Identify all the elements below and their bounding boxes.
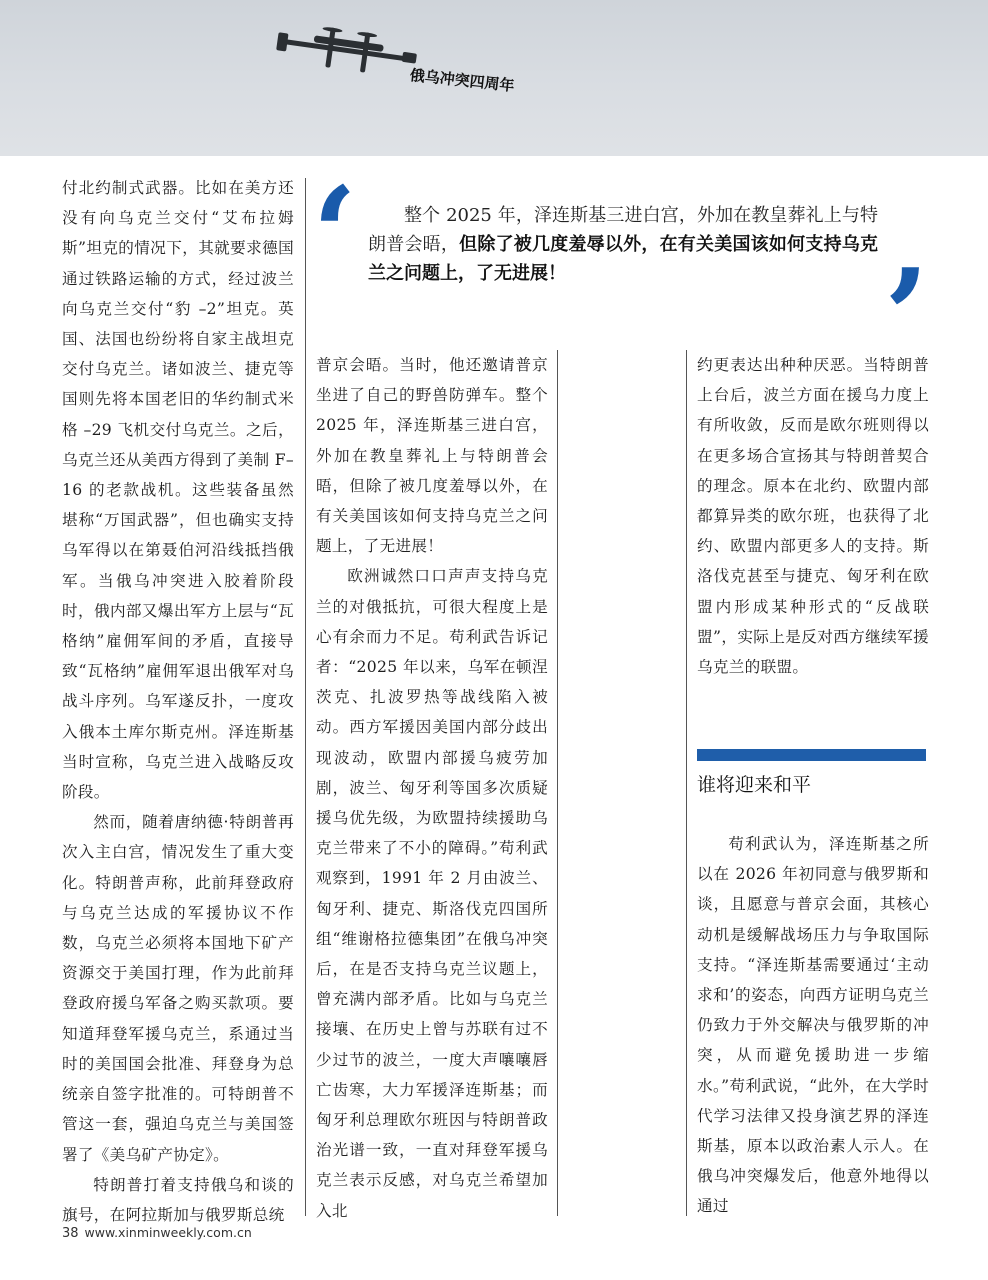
pull-quote xyxy=(368,201,878,288)
paragraph: 特朗普打着支持俄乌和谈的旗号，在阿拉斯加与俄罗斯总统 xyxy=(62,1175,294,1224)
column-3-bottom xyxy=(697,829,929,1222)
paragraph: 苟利武认为，泽连斯基之所以在 2026 年初同意与俄罗斯和谈，且愿意与普京会面，其核心动机是缓解战场压力与争取国际支持。“泽连斯基需要通过‘主动求和’的姿态，向西方证明乌克兰仍致力于外交解决与俄罗斯的冲突，从而避免援助进一步缩水。”苟利武说，“此外，在大学时代学习法律又投身演艺界的泽连斯基，原本以政治素人示人。在俄乌冲突爆发后，他意外地得以通过 xyxy=(697,835,929,1216)
subheading: 谁将迎来和平 xyxy=(697,774,812,796)
column-divider xyxy=(557,350,558,1216)
paragraph: 然而，随着唐纳德·特朗普再次入主白宫，情况发生了重大变化。特朗普声称，此前拜登政府与乌克兰达成的军援协议不作数，乌克兰必须将本国地下矿产资源交于美国打理，作为此前拜登政府援乌军备之购买款项。要知道拜登军援乌克兰，系通过当时的美国国会批准、拜登身为总统亲自签字批准的。可特朗普不管这一套，强迫乌克兰与美国签署了《美乌矿产协定》。 xyxy=(62,813,294,1164)
section-title: 俄乌冲突四周年 xyxy=(409,66,516,95)
pull-quote-normal: 整个 2025 年，泽连斯基三进白宫，外加在教皇葬礼上与特朗普会晤， xyxy=(368,205,878,255)
column-1 xyxy=(62,173,294,1230)
column-2 xyxy=(316,350,548,1226)
paragraph: 付北约制式武器。比如在美方还没有向乌克兰交付“艾布拉姆斯”坦克的情况下，其就要求德国通过铁路运输的方式，经过波兰向乌克兰交付“豹 –2”坦克。英国、法国也纷纷将自家主战坦克交付乌克兰。诸如波兰、捷克等国则先将本国老旧的华约制式米格 –29 飞机交付乌克兰。之后，乌克兰还从美西方得到了美制 F–16 的老款战机。这些装备虽然堪称“万国武器”，但也确实支持乌军得以在第聂伯河沿线抵挡俄军。当俄乌冲突进入胶着阶段时，俄内部又爆出军方上层与“瓦格纳”雇佣军间的矛盾，直接导致“瓦格纳”雇佣军退出俄军对乌战斗序列。乌军遂反扑，一度攻入俄本土库尔斯克州。泽连斯基当时宣称，乌克兰进入战略反攻阶段。 xyxy=(62,179,294,802)
site-url: www.xinminweekly.com.cn xyxy=(84,1225,252,1240)
column-divider xyxy=(305,178,306,1216)
paragraph: 欧洲诚然口口声声支持乌克兰的对俄抵抗，可很大程度上是心有余而力不足。苟利武告诉记者：“2025 年以来，乌军在顿涅茨克、扎波罗热等战线陷入被动。西方军援因美国内部分歧出现波动，欧盟内部援乌疲劳加剧，波兰、匈牙利等国多次质疑援乌优先级，为欧盟持续援助乌克兰带来了不小的障碍。”苟利武观察到，1991 年 2 月由波兰、匈牙利、捷克、斯洛伐克四国所组“维谢格拉德集团”在俄乌冲突后，在是否支持乌克兰议题上，曾充满内部矛盾。比如与乌克兰接壤、在历史上曾与苏联有过不少过节的波兰，一度大声嚷嚷唇亡齿寒，大力军援泽连斯基；而匈牙利总理欧尔班因与特朗普政治光谱一致，一直对拜登军援乌克兰表示反感，对乌克兰希望加入北 xyxy=(316,567,548,1220)
column-divider xyxy=(686,350,687,1216)
open-quote-icon: ‘ xyxy=(312,158,358,311)
header-banner xyxy=(0,0,988,156)
column-3-top xyxy=(697,350,929,682)
close-quote-icon: ’ xyxy=(884,240,930,393)
paragraph: 约更表达出种种厌恶。当特朗普上台后，波兰方面在援乌力度上有所收敛，反而是欧尔班则得以在更多场合宣扬其与特朗普契合的理念。原本在北约、欧盟内部都算异类的欧尔班，也获得了北约、欧盟内部更多人的支持。斯洛伐克甚至与捷克、匈牙利在欧盟内形成某种形式的“反战联盟”，实际上是反对西方继续军援乌克兰的联盟。 xyxy=(697,356,929,677)
page-number: 38 xyxy=(62,1226,79,1241)
page-footer xyxy=(62,1225,252,1241)
subhead-accent-bar xyxy=(697,749,926,761)
paragraph: 普京会晤。当时，他还邀请普京坐进了自己的野兽防弹车。整个 2025 年，泽连斯基三进白宫，外加在教皇葬礼上与特朗普会晤，但除了被几度羞辱以外，在有关美国该如何支持乌克兰之问题上，了无进展！ xyxy=(316,356,548,556)
pull-quote-bold: 但除了被几度羞辱以外，在有关美国该如何支持乌克兰之问题上，了无进展！ xyxy=(368,234,879,284)
drone-illustration xyxy=(272,26,422,86)
